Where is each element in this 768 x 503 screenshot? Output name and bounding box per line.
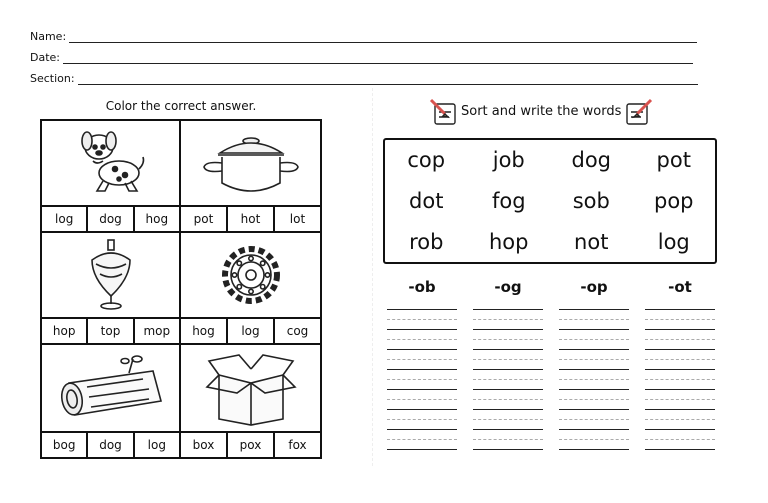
- sort-panel: [372, 88, 729, 466]
- writing-line[interactable]: [473, 300, 543, 310]
- word-bank-item: fog: [491, 188, 526, 213]
- date-field[interactable]: [30, 51, 693, 64]
- picture-cell-dog: [42, 121, 181, 233]
- sort-header: [429, 96, 653, 126]
- answer-option[interactable]: log: [228, 319, 275, 343]
- picture-cell-box: [181, 345, 320, 457]
- column-header: -ot: [668, 278, 692, 296]
- word-bank-item: dog: [571, 148, 611, 173]
- answer-option[interactable]: pot: [181, 207, 228, 231]
- sort-column: [559, 278, 629, 450]
- section-field[interactable]: [30, 72, 698, 85]
- sort-column: [387, 278, 457, 450]
- name-label: Name:: [30, 30, 67, 43]
- word-bank-item: pop: [653, 188, 694, 213]
- writing-line[interactable]: [473, 400, 543, 410]
- name-line[interactable]: [69, 32, 697, 43]
- writing-guide: [559, 330, 629, 340]
- writing-guide: [473, 410, 543, 420]
- writing-guide: [645, 310, 715, 320]
- writing-line[interactable]: [645, 300, 715, 310]
- writing-guide: [387, 310, 457, 320]
- sort-columns: [387, 278, 715, 450]
- spinning-top-icon: [86, 238, 136, 312]
- word-bank-item: rob: [409, 229, 444, 254]
- dog-icon: [73, 125, 149, 201]
- writing-line[interactable]: [387, 380, 457, 390]
- section-line[interactable]: [78, 74, 698, 85]
- section-label: Section:: [30, 72, 75, 85]
- picture-cell-pot: [181, 121, 320, 233]
- word-bank-item: log: [657, 229, 690, 254]
- writing-line[interactable]: [645, 340, 715, 350]
- pot-icon: [196, 127, 306, 199]
- picture-cell-cog: [181, 233, 320, 345]
- writing-line[interactable]: [387, 440, 457, 450]
- left-panel-title: Color the correct answer.: [105, 99, 257, 113]
- writing-guide: [387, 390, 457, 400]
- writing-line[interactable]: [645, 440, 715, 450]
- writing-guide: [645, 330, 715, 340]
- writing-guide: [473, 370, 543, 380]
- writing-line[interactable]: [645, 320, 715, 330]
- writing-guide: [559, 310, 629, 320]
- answer-option[interactable]: dog: [88, 207, 134, 231]
- box-icon: [205, 349, 297, 427]
- date-label: Date:: [30, 51, 60, 64]
- writing-guide: [559, 410, 629, 420]
- writing-guide: [473, 390, 543, 400]
- writing-line[interactable]: [559, 380, 629, 390]
- column-header: -op: [580, 278, 608, 296]
- writing-guide: [387, 410, 457, 420]
- notepad-pencil-icon: [429, 96, 459, 126]
- answer-option[interactable]: fox: [288, 438, 307, 452]
- answer-option[interactable]: pox: [228, 433, 275, 457]
- writing-line[interactable]: [473, 320, 543, 330]
- answer-option[interactable]: log: [147, 438, 166, 452]
- writing-line[interactable]: [387, 340, 457, 350]
- writing-guide: [645, 410, 715, 420]
- word-bank-item: cop: [407, 148, 446, 173]
- writing-line[interactable]: [559, 300, 629, 310]
- writing-line[interactable]: [559, 340, 629, 350]
- picture-grid: [40, 119, 322, 459]
- writing-line[interactable]: [559, 320, 629, 330]
- picture-cell-log: [42, 345, 181, 457]
- column-header: -og: [494, 278, 522, 296]
- answer-option[interactable]: mop: [143, 324, 171, 338]
- writing-line[interactable]: [645, 400, 715, 410]
- writing-guide: [387, 350, 457, 360]
- writing-line[interactable]: [387, 360, 457, 370]
- word-bank-item: dot: [409, 188, 444, 213]
- writing-guide: [473, 350, 543, 360]
- sort-column: [473, 278, 543, 450]
- date-line[interactable]: [63, 53, 693, 64]
- writing-line[interactable]: [559, 360, 629, 370]
- answer-option[interactable]: log: [42, 207, 88, 231]
- writing-guide: [473, 430, 543, 440]
- writing-line[interactable]: [473, 440, 543, 450]
- writing-line[interactable]: [387, 400, 457, 410]
- writing-guide: [645, 350, 715, 360]
- picture-cell-top: [42, 233, 181, 345]
- word-bank-item: hop: [489, 229, 529, 254]
- writing-line[interactable]: [387, 300, 457, 310]
- writing-guide: [387, 430, 457, 440]
- name-field[interactable]: [30, 30, 697, 43]
- word-bank-item: job: [492, 148, 525, 173]
- writing-line[interactable]: [473, 420, 543, 430]
- writing-line[interactable]: [559, 440, 629, 450]
- writing-line[interactable]: [645, 380, 715, 390]
- writing-line[interactable]: [473, 340, 543, 350]
- answer-option[interactable]: box: [181, 433, 228, 457]
- writing-guide: [645, 390, 715, 400]
- writing-guide: [645, 430, 715, 440]
- writing-guide: [473, 330, 543, 340]
- writing-line[interactable]: [387, 320, 457, 330]
- sort-column: [645, 278, 715, 450]
- writing-line[interactable]: [645, 360, 715, 370]
- writing-line[interactable]: [559, 420, 629, 430]
- answer-option[interactable]: cog: [286, 324, 309, 338]
- answer-option[interactable]: dog: [88, 433, 134, 457]
- writing-line[interactable]: [559, 400, 629, 410]
- cog-icon: [216, 240, 286, 310]
- column-header: -ob: [408, 278, 436, 296]
- writing-guide: [387, 330, 457, 340]
- word-bank-item: not: [574, 229, 609, 254]
- writing-guide: [559, 430, 629, 440]
- answer-option[interactable]: hop: [42, 319, 88, 343]
- writing-line[interactable]: [645, 420, 715, 430]
- notepad-pencil-icon: [623, 96, 653, 126]
- answer-option[interactable]: top: [88, 319, 134, 343]
- writing-guide: [473, 310, 543, 320]
- writing-guide: [645, 370, 715, 380]
- answer-option[interactable]: hog: [145, 212, 169, 226]
- answer-option[interactable]: bog: [42, 433, 88, 457]
- answer-option[interactable]: hot: [228, 207, 275, 231]
- word-bank-item: sob: [572, 188, 610, 213]
- word-bank-item: pot: [656, 148, 691, 173]
- writing-line[interactable]: [473, 380, 543, 390]
- log-icon: [53, 353, 169, 423]
- word-bank: [383, 138, 717, 264]
- writing-guide: [559, 370, 629, 380]
- writing-guide: [559, 350, 629, 360]
- sort-title: Sort and write the words: [461, 103, 622, 119]
- writing-line[interactable]: [387, 420, 457, 430]
- writing-guide: [387, 370, 457, 380]
- answer-option[interactable]: hog: [181, 319, 228, 343]
- writing-guide: [559, 390, 629, 400]
- writing-line[interactable]: [473, 360, 543, 370]
- answer-option[interactable]: lot: [289, 212, 306, 226]
